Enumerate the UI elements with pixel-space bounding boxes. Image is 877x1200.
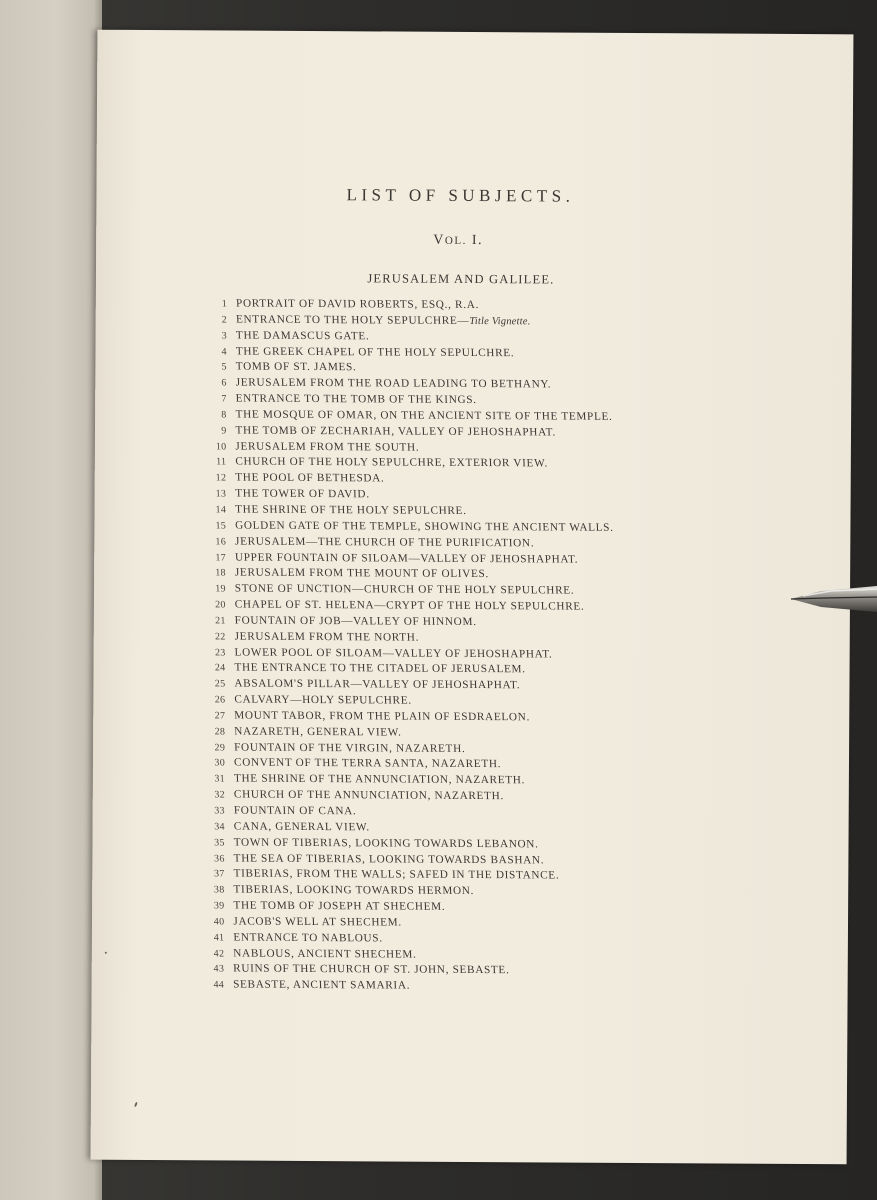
subject-title: THE MOSQUE OF OMAR, ON THE ANCIENT SITE OF THE TEMPLE.: [235, 408, 613, 423]
subject-title: ENTRANCE TO NABLOUS.: [233, 931, 383, 945]
pen-nib-icon: [791, 582, 877, 616]
subject-note: Title Vignette.: [469, 315, 531, 328]
subject-title: THE POOL OF BETHESDA.: [235, 471, 385, 485]
subject-title: NAZARETH, GENERAL VIEW.: [234, 725, 402, 739]
subject-title: CONVENT OF THE TERRA SANTA, NAZARETH.: [233, 757, 502, 771]
subject-number: 4: [221, 345, 228, 358]
subject-number: 10: [215, 441, 227, 453]
section-heading: JERUSALEM AND GALILEE.: [367, 271, 555, 287]
subject-number: 42: [213, 948, 225, 960]
subject-number: 21: [214, 615, 226, 627]
subject-title: THE SHRINE OF THE HOLY SEPULCHRE.: [234, 503, 467, 517]
subject-number: 15: [215, 520, 227, 532]
subject-title: ENTRANCE TO THE HOLY SEPULCHRE—: [235, 313, 470, 327]
subject-number: 30: [214, 757, 226, 769]
ink-speck: [134, 1102, 138, 1107]
subject-number: 31: [214, 773, 226, 785]
subject-number: 5: [221, 361, 227, 373]
subject-title: FOUNTAIN OF CANA.: [233, 804, 357, 818]
subject-title: JERUSALEM FROM THE SOUTH.: [235, 440, 420, 454]
subject-title: JERUSALEM FROM THE NORTH.: [234, 630, 420, 644]
subject-title: TOWN OF TIBERIAS, LOOKING TOWARDS LEBANON.: [233, 836, 539, 851]
subject-title: UPPER FOUNTAIN OF SILOAM—VALLEY OF JEHOSHAPHAT.: [234, 551, 579, 566]
subject-number: 11: [215, 456, 227, 468]
subject-number: 18: [215, 567, 227, 579]
subject-title: RUINS OF THE CHURCH OF ST. JOHN, SEBASTE.: [233, 962, 510, 977]
subject-row: [200, 978, 761, 997]
subject-title: FOUNTAIN OF THE VIRGIN, NAZARETH.: [233, 741, 466, 755]
subject-number: 28: [214, 726, 226, 738]
subject-number: 41: [213, 932, 225, 944]
subject-title: CANA, GENERAL VIEW.: [233, 820, 370, 834]
subject-number: 44: [213, 979, 225, 991]
subject-title: STONE OF UNCTION—CHURCH OF THE HOLY SEPULCHRE.: [234, 582, 575, 597]
subject-title: THE TOMB OF ZECHARIAH, VALLEY OF JEHOSHAPHAT.: [235, 424, 557, 439]
subject-number: 17: [215, 551, 227, 563]
subject-title: THE TOMB OF JOSEPH AT SHECHEM.: [233, 899, 446, 913]
subject-title: TOMB OF ST. JAMES.: [235, 360, 357, 374]
subject-title: CHAPEL OF ST. HELENA—CRYPT OF THE HOLY SEPULCHRE.: [234, 598, 585, 613]
subject-number: 24: [214, 662, 226, 674]
volume-heading: [80, 231, 836, 252]
subject-title: JERUSALEM FROM THE MOUNT OF OLIVES.: [234, 566, 490, 581]
subject-number: 3: [221, 330, 228, 342]
subject-number: 40: [213, 916, 225, 928]
page-title: LIST OF SUBJECTS.: [346, 185, 575, 206]
subject-title: THE ENTRANCE TO THE CITADEL OF JERUSALEM.: [234, 661, 526, 676]
subject-number: 29: [214, 742, 226, 754]
subject-title: CHURCH OF THE HOLY SEPULCHRE, EXTERIOR VIEW.: [235, 455, 549, 470]
subject-number: 43: [213, 963, 225, 975]
subject-number: 25: [214, 678, 226, 690]
subject-title: PORTRAIT OF DAVID ROBERTS, ESQ., R.A.: [235, 297, 480, 312]
subject-title: ABSALOM'S PILLAR—VALLEY OF JEHOSHAPHAT.: [234, 677, 521, 692]
subject-number: 32: [214, 789, 226, 801]
subject-number: 19: [215, 583, 227, 595]
subject-number: 20: [214, 599, 226, 611]
subject-title: NABLOUS, ANCIENT SHECHEM.: [233, 947, 417, 961]
subject-number: 7: [221, 393, 227, 405]
volume-number: I.: [471, 232, 484, 249]
subject-number: 16: [215, 536, 227, 548]
subject-number: 37: [213, 868, 225, 880]
subject-number: 39: [213, 900, 225, 912]
subject-title: JACOB'S WELL AT SHECHEM.: [233, 915, 403, 929]
subject-title: THE TOWER OF DAVID.: [235, 487, 370, 501]
subject-title: MOUNT TABOR, FROM THE PLAIN OF ESDRAELON.: [234, 709, 531, 724]
subject-number: 36: [213, 852, 225, 865]
subject-title: TIBERIAS, FROM THE WALLS; SAFED IN THE DISTANCE.: [233, 867, 560, 882]
subject-title: THE GREEK CHAPEL OF THE HOLY SEPULCHRE.: [235, 345, 515, 359]
subject-title: LOWER POOL OF SILOAM—VALLEY OF JEHOSHAPHAT.: [234, 646, 553, 661]
subject-number: 8: [221, 409, 227, 421]
subject-title: FOUNTAIN OF JOB—VALLEY OF HINNOM.: [234, 614, 477, 628]
subject-title: TIBERIAS, LOOKING TOWARDS HERMON.: [233, 883, 475, 898]
subject-number: 9: [221, 425, 227, 437]
subject-number: 33: [214, 805, 226, 817]
subject-title: CHURCH OF THE ANNUNCIATION, NAZARETH.: [233, 788, 505, 803]
volume-smallcaps: OL.: [444, 234, 467, 247]
left-page-edge: [0, 0, 102, 1200]
subject-number: 26: [214, 694, 226, 706]
subject-number: 2: [221, 314, 228, 326]
subject-title: THE SEA OF TIBERIAS, LOOKING TOWARDS BASHAN.: [233, 852, 545, 866]
subject-number: 35: [213, 837, 225, 849]
subject-number: 34: [214, 821, 226, 833]
subject-number: 13: [215, 488, 227, 500]
subject-number: 27: [214, 710, 226, 722]
subject-number: 6: [221, 377, 227, 389]
ink-speck: [105, 952, 107, 954]
subject-title: ENTRANCE TO THE TOMB OF THE KINGS.: [235, 392, 477, 407]
subject-title: JERUSALEM FROM THE ROAD LEADING TO BETHANY.: [235, 376, 552, 391]
subject-title: JERUSALEM—THE CHURCH OF THE PURIFICATION.: [234, 535, 535, 550]
subject-title: THE DAMASCUS GATE.: [235, 329, 370, 343]
subject-number: 38: [213, 884, 225, 896]
subject-number: 12: [215, 472, 227, 484]
subject-number: 22: [214, 631, 226, 643]
subject-number: 14: [215, 504, 227, 516]
subject-title: SEBASTE, ANCIENT SAMARIA.: [232, 978, 411, 992]
subject-number: 1: [221, 298, 228, 310]
subject-title: CALVARY—HOLY SEPULCHRE.: [234, 693, 412, 707]
subject-title: GOLDEN GATE OF THE TEMPLE, SHOWING THE ANCIENT WALLS.: [234, 519, 614, 534]
volume-prefix: V: [433, 232, 445, 248]
book-page: [91, 30, 854, 1165]
subject-list: [203, 296, 786, 997]
subject-title: THE SHRINE OF THE ANNUNCIATION, NAZARETH.: [233, 772, 526, 787]
subject-number: 23: [214, 646, 226, 659]
